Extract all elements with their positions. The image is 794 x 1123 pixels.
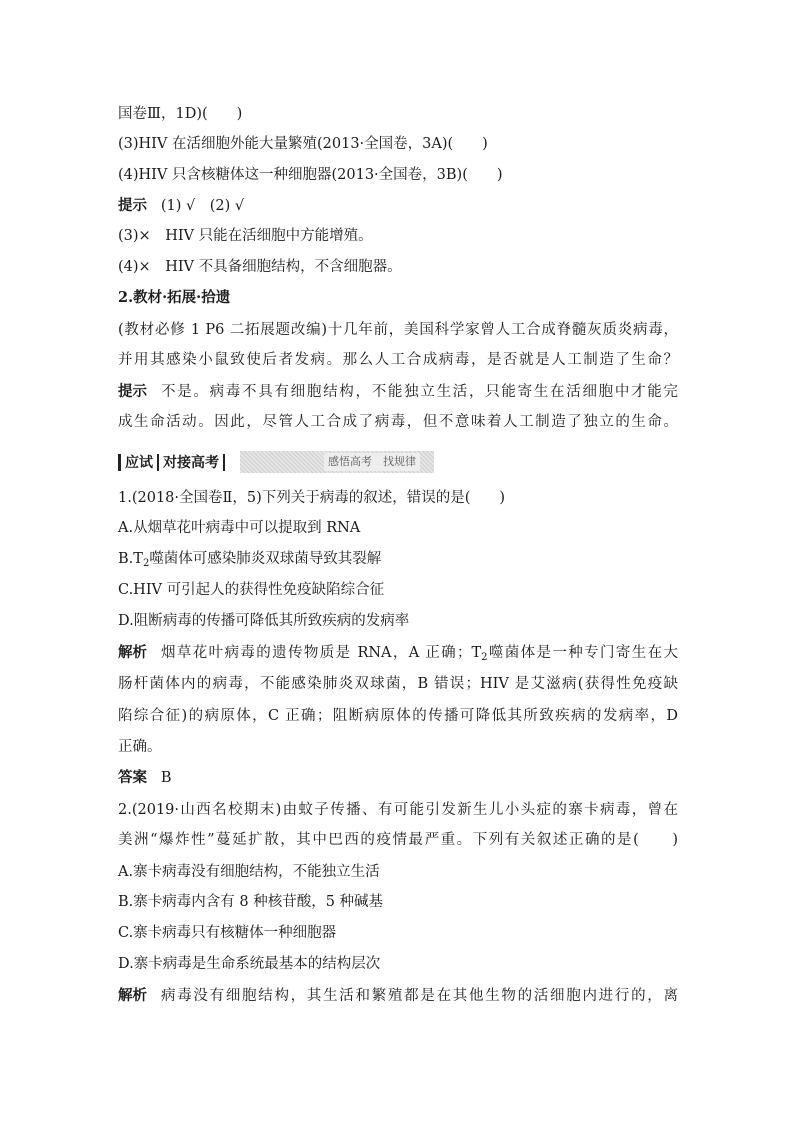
banner-label-b: 对接高考	[163, 455, 219, 471]
analysis-text: 正确。	[118, 739, 162, 755]
option-b: $B.T_2$噬菌体可感染肺炎双球菌导致其裂解	[118, 551, 382, 569]
question-stem: 美洲“爆炸性”蔓延扩散，其中巴西的疫情最严重。下列有关叙述正确的是( )	[118, 832, 678, 848]
hint-text: 不是。病毒不具有细胞结构，不能独立生活，只能寄生在活细胞中才能完	[161, 384, 678, 400]
analysis-line	[118, 643, 678, 663]
option-b: B.寨卡病毒内含有 8 种核苷酸，5 种碱基	[118, 894, 384, 910]
question-stem: 1.(2018·全国卷Ⅱ，5)下列关于病毒的叙述，错误的是( )	[118, 490, 506, 506]
option-a: A.从烟草花叶病毒中可以提取到 RNA	[118, 520, 361, 536]
question-stem: 2.(2019·山西名校期末)由蚊子传播、有可能引发新生儿小头症的寨卡病毒，曾在	[118, 802, 678, 818]
banner-bar	[223, 454, 225, 471]
analysis-label: 解析	[118, 644, 147, 661]
option-d: D.寨卡病毒是生命系统最基本的结构层次	[118, 956, 381, 972]
analysis-text: 肠杆菌体内的病毒，不能感染肺炎双球菌，B 错误；HIV 是艾滋病(获得性免疫缺	[118, 676, 678, 692]
hint-text: 成生命活动。因此，尽管人工合成了病毒，但不意味着人工制造了独立的生命。	[118, 414, 678, 430]
analysis-text: 烟草花叶病毒的遗传物质是 RNA，A 正确；$T_2$噬菌体是一种专门寄生在大	[161, 645, 679, 663]
hint-text: (1) √ (2) √	[160, 198, 245, 214]
answer-value: B	[160, 770, 172, 786]
banner-title	[118, 451, 225, 473]
answer-line	[118, 768, 678, 788]
paragraph-line: 并用其感染小鼠致使后者发病。那么人工合成病毒，是否就是人工制造了生命？	[118, 352, 678, 368]
judgment-item-4: (4)HIV 只含核糖体这一种细胞器(2013·全国卷，3B)( )	[118, 167, 503, 183]
text-line: 国卷Ⅲ，1D)( )	[118, 106, 243, 122]
option-d: D.阻断病毒的传播可降低其所致疾病的发病率	[118, 613, 410, 629]
analysis-text: 病毒没有细胞结构，其生活和繁殖都是在其他生物的活细胞内进行的，离	[161, 988, 678, 1004]
paragraph-line: (教材必修 1 P6 二拓展题改编)十几年前，美国科学家曾人工合成脊髓灰质炎病毒，	[118, 322, 678, 338]
analysis-label: 解析	[118, 987, 147, 1004]
banner-subtitle: 感悟高考 找规律	[324, 453, 420, 471]
option-c: C.HIV 可引起人的获得性免疫缺陷综合征	[118, 582, 385, 598]
hint-line	[118, 382, 678, 402]
option-a: A.寨卡病毒没有细胞结构，不能独立生活	[118, 864, 380, 880]
section-heading: 2.教材·拓展·拾遗	[118, 289, 231, 306]
banner-divider	[157, 454, 159, 471]
section-banner	[118, 451, 434, 473]
answer-label: 答案	[118, 769, 147, 786]
analysis-line	[118, 986, 678, 1006]
banner-label-a: 应试	[125, 455, 153, 471]
banner-bar	[118, 454, 121, 471]
hint-label: 提示	[118, 383, 147, 400]
answer-item-3: (3)× HIV 只能在活细胞中方能增殖。	[118, 228, 373, 244]
answer-item-4: (4)× HIV 不具备细胞结构，不含细胞器。	[118, 259, 402, 275]
hint-line	[118, 196, 678, 216]
judgment-item-3: (3)HIV 在活细胞外能大量繁殖(2013·全国卷，3A)( )	[118, 136, 488, 152]
option-c: C.寨卡病毒只有核糖体一种细胞器	[118, 925, 337, 941]
analysis-text: 陷综合征)的病原体，C 正确；阻断病原体的传播可降低其所致疾病的发病率，D	[118, 708, 678, 724]
hint-label: 提示	[118, 197, 147, 214]
